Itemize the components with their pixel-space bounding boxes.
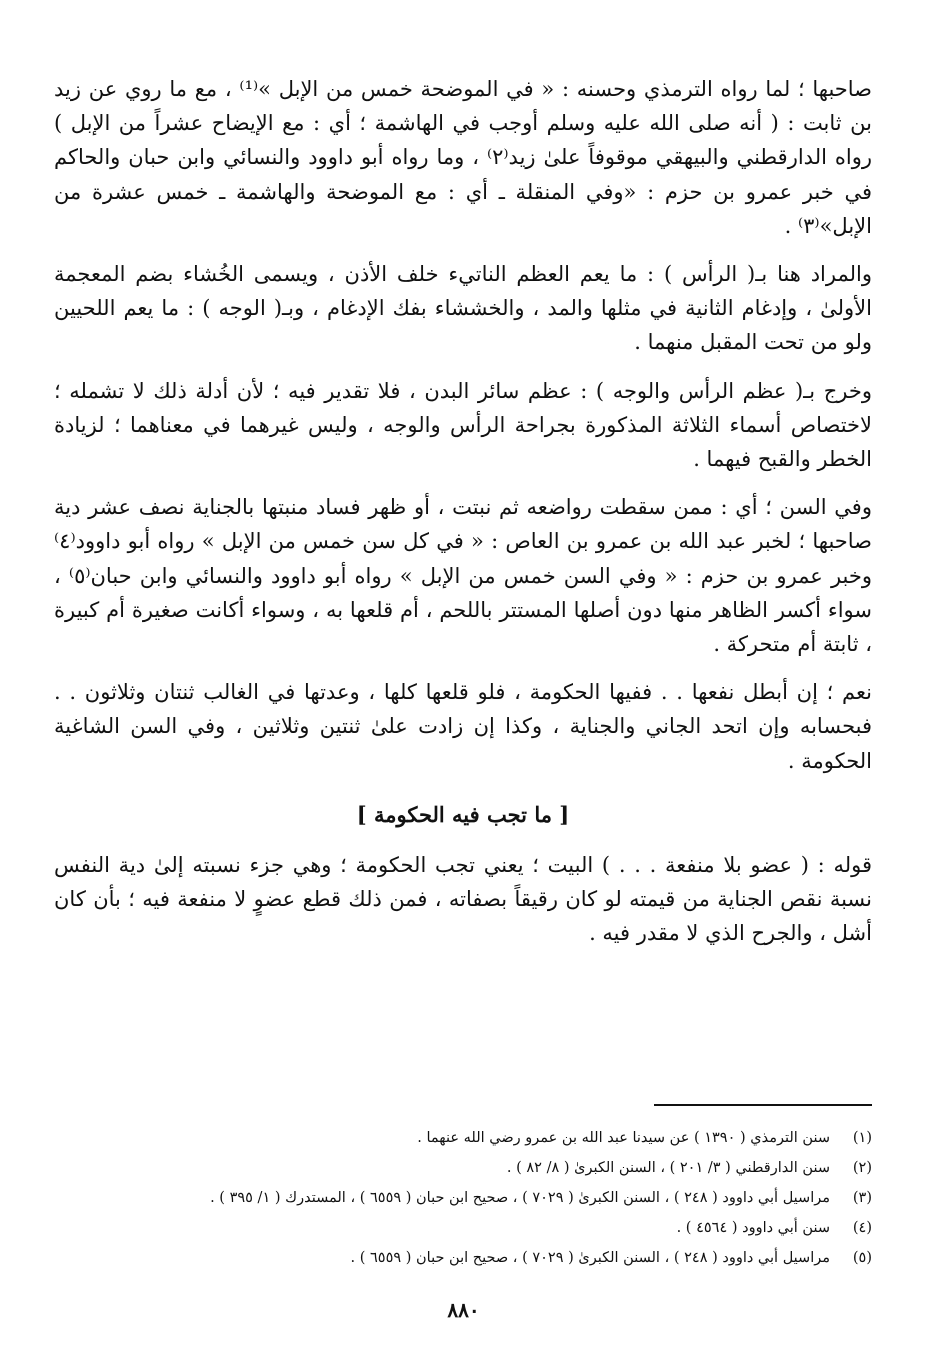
footnote-item	[54, 1213, 872, 1243]
footnote-item	[54, 1243, 872, 1273]
footnote-text: مراسيل أبي داوود ( ٢٤٨ ) ، السنن الكبرىٰ ( ٧٠٢٩ ) ، صحيح ابن حبان ( ٦٥٥٩ ) ، المستدرك ( ١/ ٣٩٥ ) .	[210, 1190, 830, 1206]
footnote-item	[54, 1153, 872, 1183]
footnote-text: سنن الترمذي ( ١٣٩٠ ) عن سيدنا عبد الله بن عمرو رضي الله عنهما .	[417, 1130, 830, 1146]
footnote-item	[54, 1123, 872, 1153]
footnotes	[54, 1123, 872, 1273]
page-number: ٨٨٠	[447, 1298, 480, 1322]
paragraph-6: قوله : ( عضو بلا منفعة . . . ) البيت ؛ يعني تجب الحكومة ؛ وهي جزء نسبته إلىٰ دية النفس نسبة نقص الجناية من قيمته لو كان رقيقاً بصفاته ، فمن ذلك قطع عضوٍ لا منفعة فيه ؛ بأن كان أشل ، والجرح الذي لا مقدر فيه .	[54, 852, 872, 946]
footnote-number: (٢)	[852, 1160, 872, 1176]
footnote-text: سنن أبي داوود ( ٤٥٦٤ ) .	[676, 1220, 830, 1236]
section-heading: [ ما تجب فيه الحكومة ]	[356, 801, 570, 827]
paragraph-3: وخرج بـ( عظم الرأس والوجه ) : عظم سائر البدن ، فلا تقدير فيه ؛ لأن أدلة ذلك لا تشمله ؛ لاختصاص أسماء الثلاثة المذكورة بجراحة الرأس والوجه ، وليس غيرهما في معناهما ؛ لزيادة الخطر والقبح فيهما .	[54, 378, 872, 472]
paragraph-2: والمراد هنا بـ( الرأس ) : ما يعم العظم الناتيء خلف الأذن ، ويسمى الخُشاء بضم المعجمة الأولىٰ ، وإدغام الثانية في مثلها والمد ، والخششاء بفك الإدغام ، وبـ( الوجه ) : ما يعم اللحيين ولو من تحت المقبل منهما .	[54, 262, 872, 355]
footnote-number: (١)	[852, 1130, 872, 1146]
footnote-text: مراسيل أبي داوود ( ٢٤٨ ) ، السنن الكبرىٰ ( ٧٠٢٩ ) ، صحيح ابن حبان ( ٦٥٥٩ ) .	[350, 1250, 830, 1266]
footnote-number: (٥)	[852, 1250, 872, 1266]
footnote-number: (٣)	[852, 1190, 872, 1206]
paragraph-5: نعم ؛ إن أبطل نفعها . . ففيها الحكومة ، فلو قلعها كلها ، وعدتها في الغالب ثنتان وثلاثون . . فبحسابه وإن اتحد الجاني والجناية ، وكذا إن زادت علىٰ ثنتين وثلاثين ، وفي السن الشاغية الحكومة .	[54, 680, 872, 773]
main-text	[54, 72, 872, 964]
footnote-text: سنن الدارقطني ( ٣/ ٢٠١ ) ، السنن الكبرىٰ ( ٨/ ٨٢ ) .	[506, 1160, 830, 1176]
paragraph-4: وفي السن ؛ أي : ممن سقطت رواضعه ثم نبتت ، أو ظهر فساد منبتها بالجناية نصف عشر دية صاحبها ؛ لخبر عبد الله بن عمرو بن العاص : « في كل سن خمس من الإبل » رواه أبو داوود⁽٤⁾ وخبر عمرو بن حزم : « وفي السن خمس من الإبل » رواه أبو داوود والنسائي وابن حبان⁽٥⁾ ، سواء أكسر الظاهر منها دون أصلها المستتر باللحم ، أم قلعها به ، وسواء أكانت صغيرة أم كبيرة ، ثابتة أم متحركة .	[54, 495, 872, 657]
footnote-divider	[654, 1104, 872, 1106]
footnote-item	[54, 1183, 872, 1213]
paragraph-1: صاحبها ؛ لما رواه الترمذي وحسنه : « في الموضحة خمس من الإبل »⁽¹⁾ ، مع ما روي عن زيد بن ثابت : ( أنه صلى الله عليه وسلم أوجب في الهاشمة ؛ أي : مع الإيضاح عشراً من الإبل ) رواه الدارقطني والبيهقي موقوفاً علىٰ زيد⁽٢⁾ ، وما رواه أبو داوود والنسائي وابن حبان والحاكم في خبر عمرو بن حزم : «وفي المنقلة ـ أي : مع الموضحة والهاشمة ـ خمس عشرة من الإبل»⁽٣⁾ .	[54, 77, 873, 238]
footnote-number: (٤)	[852, 1220, 872, 1236]
